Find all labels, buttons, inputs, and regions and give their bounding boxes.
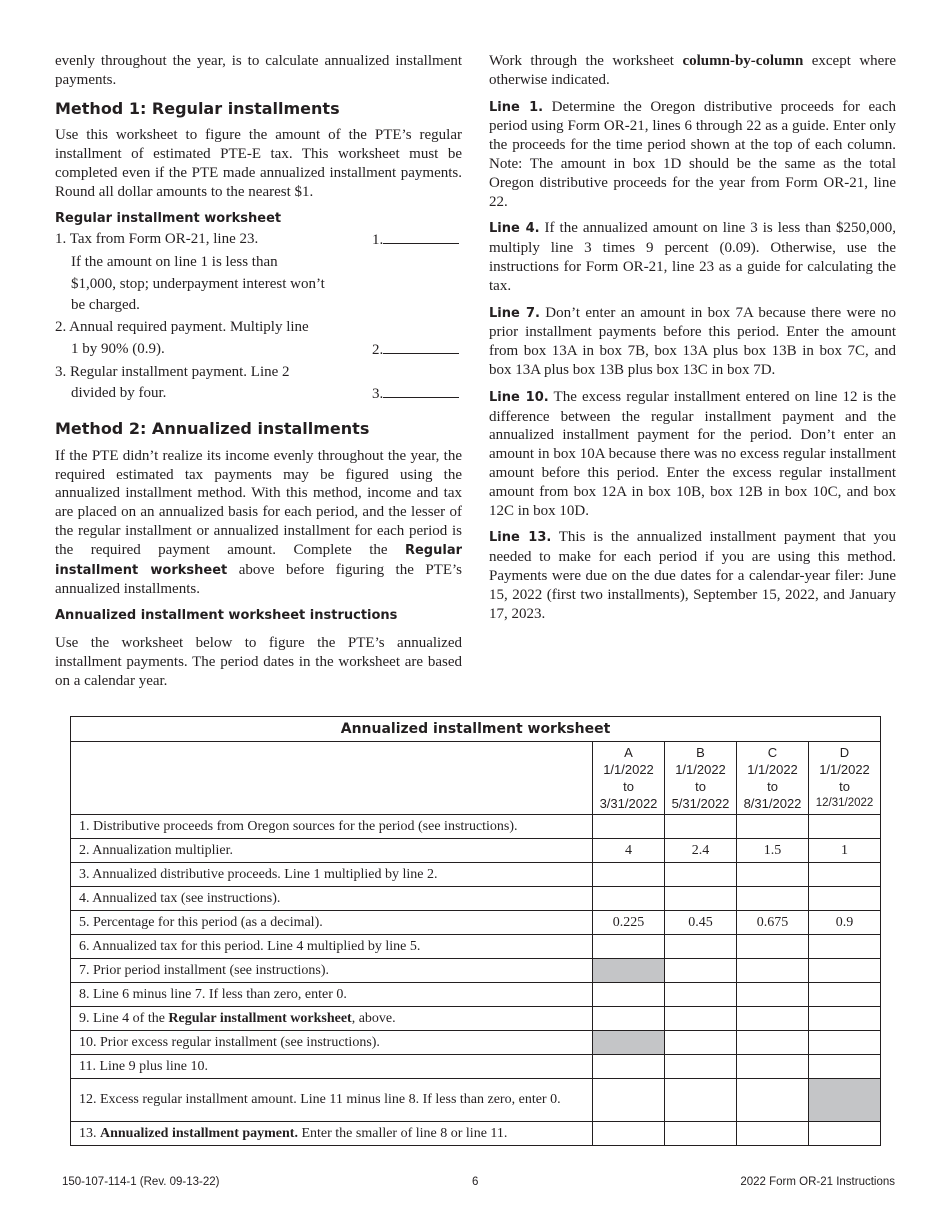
- entry-cell-b[interactable]: [665, 959, 737, 983]
- row-text: 4. Annualized tax (see instructions).: [79, 890, 281, 906]
- line-text: If the annualized amount on line 3 is less than $250,000, multiply line 3 times 9 percent (0.09). Otherwise, use the instructions for Form OR-21, line 23 as a guide for calculating the tax.: [489, 220, 896, 294]
- row-label: [71, 1079, 593, 1122]
- line-label: Line 4.: [489, 221, 540, 237]
- form-number: 150-107-114-1 (Rev. 09-13-22): [62, 1176, 220, 1188]
- entry-cell-c[interactable]: [737, 863, 809, 887]
- column-header-end: 12/31/2022: [815, 797, 874, 809]
- column-header-letter: C: [767, 745, 778, 760]
- column-header-b: [665, 742, 737, 815]
- entry-cell-c[interactable]: [737, 959, 809, 983]
- intro-paragraph: evenly throughout the year, is to calculate annualized installment payments.: [55, 53, 462, 88]
- annualized-instructions-heading: Annualized installment worksheet instructions: [55, 608, 398, 624]
- row-label: [71, 983, 593, 1007]
- column-header-from: 1/1/2022: [747, 762, 798, 777]
- entry-cell-a: 4: [593, 839, 665, 863]
- line-label: Line 1.: [489, 99, 544, 115]
- column-header-from: 1/1/2022: [675, 762, 726, 777]
- line-number: 2.: [372, 341, 384, 358]
- shaded-cell: [593, 1031, 665, 1055]
- table-row: [71, 1007, 881, 1031]
- entry-cell-d[interactable]: [809, 935, 881, 959]
- row-text: 11. Line 9 plus line 10.: [79, 1058, 208, 1074]
- row-text: , above.: [351, 1010, 396, 1026]
- column-header-c: [737, 742, 809, 815]
- column-header-from: 1/1/2022: [603, 762, 654, 777]
- entry-cell-c[interactable]: [737, 983, 809, 1007]
- entry-cell-c[interactable]: [737, 1007, 809, 1031]
- entry-cell-a: 0.225: [593, 911, 665, 935]
- answer-blank[interactable]: [372, 383, 462, 406]
- table-row: [71, 815, 881, 839]
- entry-cell-b[interactable]: [665, 1079, 737, 1122]
- line-instructions: [489, 98, 896, 624]
- table-row: [71, 839, 881, 863]
- table-row: [71, 863, 881, 887]
- page-number: 6: [472, 1176, 479, 1188]
- entry-cell-b[interactable]: [665, 815, 737, 839]
- worksheet-line: [55, 339, 462, 362]
- row-label: [71, 1007, 593, 1031]
- row-label: [71, 1031, 593, 1055]
- row-text: Enter the smaller of line 8 or line 11.: [297, 1125, 508, 1141]
- annualized-installment-worksheet-table: [70, 716, 881, 1146]
- row-label: [71, 839, 593, 863]
- footer-title: 2022 Form OR-21 Instructions: [740, 1176, 895, 1188]
- line-text: This is the annualized installment payment that you needed to make for each period if you are using this method. Payments were due on the due dates for a calendar-year filer: June 15, 2022 (first two installments), September 15, 2022, and January 17, 2023.: [489, 529, 896, 622]
- worksheet-line-text: 1 by 90% (0.9).: [71, 340, 165, 357]
- right-intro: [489, 52, 896, 90]
- text: above before figuring the PTE’s annualized installments.: [55, 561, 463, 598]
- entry-cell-b: 0.45: [665, 911, 737, 935]
- column-header-letter: A: [624, 745, 633, 760]
- entry-cell-c[interactable]: [737, 1055, 809, 1079]
- column-header-letter: B: [696, 745, 705, 760]
- entry-cell-a[interactable]: [593, 887, 665, 911]
- row-text: 9. Line 4 of the: [79, 1010, 169, 1026]
- method1-paragraph: Use this worksheet to figure the amount of the PTE’s regular installment of estimated PTE-E tax. This worksheet must be completed even if the PTE made annualized installment payments. Round all dollar amounts to the nearest $1.: [55, 127, 462, 200]
- row-text: 6. Annualized tax for this period. Line 4 multiplied by line 5.: [79, 938, 421, 954]
- column-header-to: to: [623, 779, 634, 794]
- annualized-instructions-paragraph: Use the worksheet below to figure the PTE’s annualized installment payments. The period dates in the worksheet are based on a calendar year.: [55, 634, 462, 689]
- entry-cell-c[interactable]: [737, 887, 809, 911]
- method2-paragraph: [55, 447, 462, 599]
- entry-cell-d[interactable]: [809, 1055, 881, 1079]
- line-text: Determine the Oregon distributive proceeds for each period using Form OR-21, lines 6 through 22 as a guide. Enter only the proceeds for the time period shown at the top of each column. Note: The amount in box 1D should be the same as the total Oregon distributive proceeds for the year from Form OR-21, line 22.: [489, 98, 896, 210]
- shaded-cell: [593, 959, 665, 983]
- row-text: 10. Prior excess regular installment (see instructions).: [79, 1034, 380, 1050]
- entry-cell-b[interactable]: [665, 1122, 737, 1146]
- text: Work through the worksheet: [489, 53, 683, 69]
- entry-cell-a[interactable]: [593, 815, 665, 839]
- entry-cell-a[interactable]: [593, 863, 665, 887]
- entry-cell-d[interactable]: [809, 1031, 881, 1055]
- entry-cell-b: 2.4: [665, 839, 737, 863]
- regular-installment-worksheet: [55, 229, 462, 406]
- shaded-cell: [809, 1079, 881, 1122]
- table-row: [71, 1031, 881, 1055]
- entry-cell-c: 0.675: [737, 911, 809, 935]
- table-row: [71, 911, 881, 935]
- column-header-end: 8/31/2022: [743, 796, 802, 811]
- entry-cell-b[interactable]: [665, 887, 737, 911]
- bold-text: column-by-column: [682, 53, 804, 69]
- worksheet-line: [55, 317, 462, 339]
- entry-cell-b[interactable]: [665, 1055, 737, 1079]
- header-blank: [71, 742, 593, 815]
- column-header-to: to: [839, 779, 850, 794]
- worksheet-line: [55, 252, 462, 274]
- method2-heading: Method 2: Annualized installments: [55, 419, 370, 438]
- table-row: [71, 1055, 881, 1079]
- row-label: [71, 1055, 593, 1079]
- line-instruction: [489, 98, 896, 212]
- entry-cell-c[interactable]: [737, 1031, 809, 1055]
- entry-cell-b[interactable]: [665, 1007, 737, 1031]
- line-instruction: [489, 304, 896, 380]
- worksheet-line-text: be charged.: [71, 297, 140, 314]
- column-header-from: 1/1/2022: [819, 762, 870, 777]
- table-row: [71, 887, 881, 911]
- line-label: Line 13.: [489, 530, 552, 546]
- worksheet-line: [55, 274, 462, 296]
- row-text: 13.: [79, 1125, 100, 1141]
- row-label: [71, 863, 593, 887]
- row-text: 8. Line 6 minus line 7. If less than zero, enter 0.: [79, 986, 347, 1002]
- column-header-end: 5/31/2022: [671, 796, 730, 811]
- entry-cell-a[interactable]: [593, 1079, 665, 1122]
- entry-cell-c[interactable]: [737, 1079, 809, 1122]
- row-label: [71, 911, 593, 935]
- worksheet-line: [55, 383, 462, 406]
- line-label: Line 10.: [489, 389, 549, 405]
- entry-cell-b[interactable]: [665, 863, 737, 887]
- entry-cell-c: 1.5: [737, 839, 809, 863]
- worksheet-line-text: 2. Annual required payment. Multiply line: [55, 319, 309, 336]
- entry-cell-a[interactable]: [593, 1007, 665, 1031]
- left-column: [55, 52, 462, 698]
- answer-underline[interactable]: [383, 339, 459, 354]
- entry-cell-a[interactable]: [593, 1122, 665, 1146]
- worksheet-line: [55, 362, 462, 384]
- line-instruction: [489, 388, 896, 521]
- entry-cell-c[interactable]: [737, 815, 809, 839]
- entry-cell-b[interactable]: [665, 1031, 737, 1055]
- entry-cell-b[interactable]: [665, 983, 737, 1007]
- column-header-d: [809, 742, 881, 815]
- entry-cell-d[interactable]: [809, 959, 881, 983]
- line-instruction: [489, 528, 896, 623]
- row-text: 2. Annualization multiplier.: [79, 842, 233, 858]
- answer-underline[interactable]: [383, 229, 459, 244]
- entry-cell-c[interactable]: [737, 935, 809, 959]
- entry-cell-d[interactable]: [809, 1122, 881, 1146]
- row-bold-text: Regular installment worksheet: [168, 1010, 352, 1026]
- column-header-to: to: [767, 779, 778, 794]
- row-text: 3. Annualized distributive proceeds. Line 1 multiplied by line 2.: [79, 866, 438, 882]
- row-label: [71, 815, 593, 839]
- entry-cell-d[interactable]: [809, 815, 881, 839]
- entry-cell-d: 1: [809, 839, 881, 863]
- entry-cell-a[interactable]: [593, 1055, 665, 1079]
- row-label: [71, 887, 593, 911]
- line-instruction: [489, 219, 896, 295]
- answer-underline[interactable]: [383, 383, 459, 398]
- answer-blank[interactable]: [372, 229, 462, 252]
- row-text: 5. Percentage for this period (as a decimal).: [79, 914, 323, 930]
- column-header-letter: D: [839, 745, 850, 760]
- line-number: 3.: [372, 386, 384, 403]
- worksheet-title: Annualized installment worksheet: [71, 717, 881, 742]
- entry-cell-d[interactable]: [809, 863, 881, 887]
- row-label: [71, 959, 593, 983]
- worksheet-line: [55, 229, 462, 252]
- right-column: [489, 52, 896, 631]
- row-label: [71, 935, 593, 959]
- column-header-a: [593, 742, 665, 815]
- table-row: [71, 1079, 881, 1122]
- row-bold-text: Annualized installment payment.: [100, 1125, 298, 1141]
- worksheet-line-text: divided by four.: [71, 385, 167, 402]
- entry-cell-c[interactable]: [737, 1122, 809, 1146]
- answer-blank[interactable]: [372, 339, 462, 362]
- row-label: [71, 1122, 593, 1146]
- worksheet-line-text: 1. Tax from Form OR-21, line 23.: [55, 231, 259, 248]
- entry-cell-d[interactable]: [809, 983, 881, 1007]
- entry-cell-d: 0.9: [809, 911, 881, 935]
- row-text: 7. Prior period installment (see instructions).: [79, 962, 330, 978]
- entry-cell-a[interactable]: [593, 935, 665, 959]
- line-text: Don’t enter an amount in box 7A because there were no prior installment payments before this period. Enter the amount from box 13A in box 7B, box 13A plus box 13B in box 7C, and box 13A plus box 13B plus box 13C in box 7D.: [489, 304, 896, 378]
- entry-cell-d[interactable]: [809, 887, 881, 911]
- column-header-end: 3/31/2022: [599, 796, 658, 811]
- worksheet-line: [55, 295, 462, 317]
- entry-cell-a[interactable]: [593, 983, 665, 1007]
- table-row: [71, 935, 881, 959]
- entry-cell-d[interactable]: [809, 1007, 881, 1031]
- bold-reference: Regular installment worksheet: [55, 542, 462, 578]
- text: If the PTE didn’t realize its income evenly throughout the year, the required estimated tax payments may be figured using the annualized installment method. With this method, income and tax are placed on an annualized basis for each period, and the lesser of the regular installment or annualized installment for each period is the required payment amount. Complete the: [55, 447, 462, 558]
- line-label: Line 7.: [489, 305, 540, 321]
- table-row: [71, 983, 881, 1007]
- line-number: 1.: [372, 232, 384, 249]
- line-text: The excess regular installment entered on line 12 is the difference between the regular installment payment and the annualized installment payment for the period. Don’t enter an amount in box 10A because there was no excess regular installment amount before this period. Enter the excess regular installment amount from box 12A in box 10B, box 12B in box 10C, and box 12C in box 10D.: [489, 388, 896, 519]
- method1-heading: Method 1: Regular installments: [55, 98, 340, 118]
- regular-worksheet-heading: Regular installment worksheet: [55, 210, 282, 226]
- table-row: [71, 959, 881, 983]
- column-header-to: to: [695, 779, 706, 794]
- entry-cell-b[interactable]: [665, 935, 737, 959]
- table-row: [71, 1122, 881, 1146]
- row-text: 12. Excess regular installment amount. Line 11 minus line 8. If less than zero, enter 0.: [79, 1092, 561, 1107]
- worksheet-line-text: $1,000, stop; underpayment interest won’t: [71, 275, 325, 292]
- worksheet-line-text: If the amount on line 1 is less than: [71, 254, 278, 271]
- row-text: 1. Distributive proceeds from Oregon sources for the period (see instructions).: [79, 818, 518, 834]
- worksheet-line-text: 3. Regular installment payment. Line 2: [55, 363, 290, 380]
- text: except where otherwise indicated.: [489, 53, 896, 88]
